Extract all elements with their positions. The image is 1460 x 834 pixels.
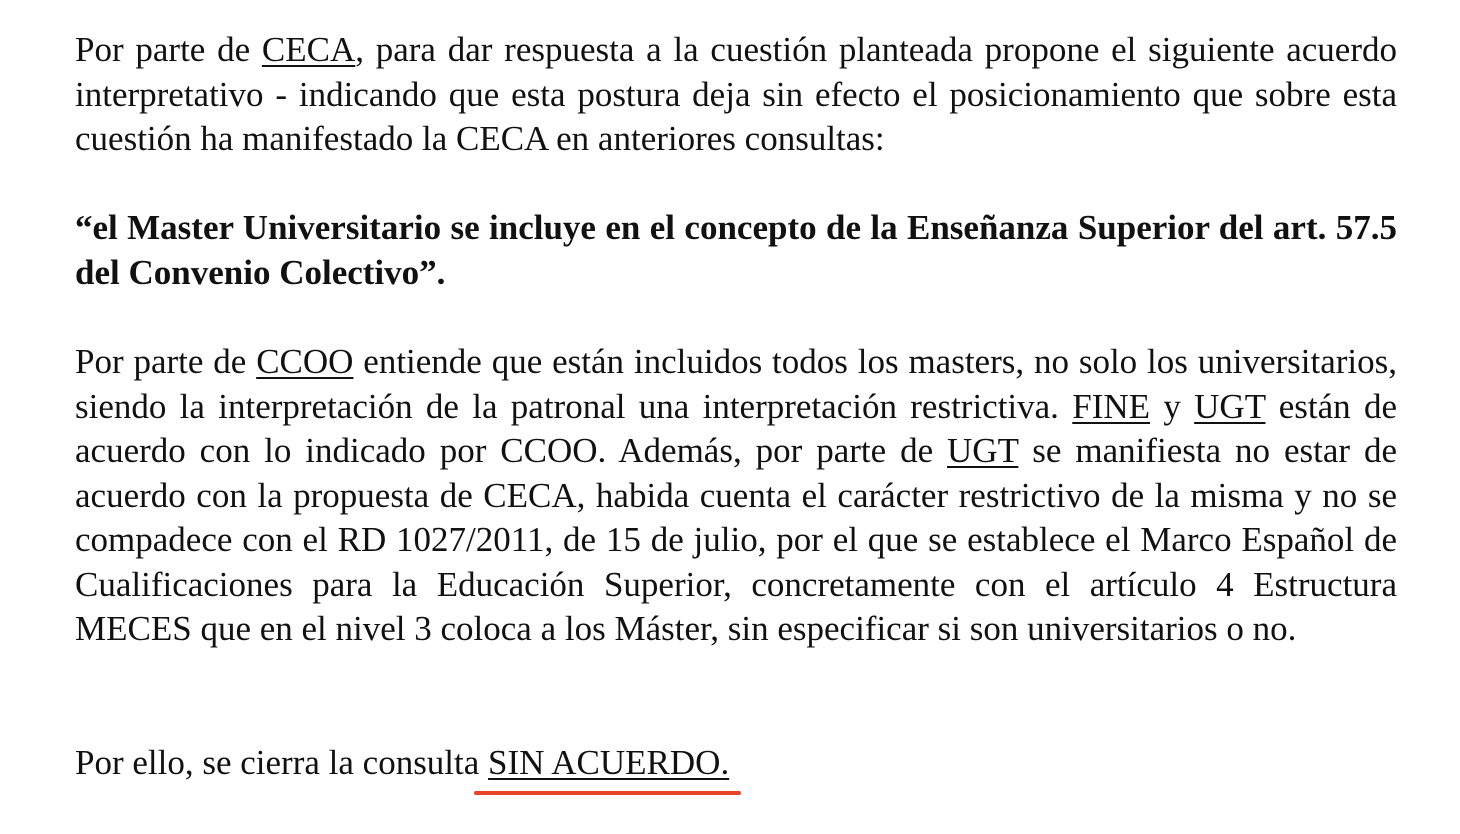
paragraph-unions-position — [75, 340, 1397, 652]
entity-ugt: UGT — [947, 431, 1019, 470]
text-segment: y — [1150, 386, 1195, 426]
text-segment: se manifiesta no estar de acuerdo con la propuesta de CECA, habida cuenta el carácter restrictivo de la misma y no se compadece con el RD 1027/2011, de 15 de julio, por el que se establece el Marco Español de Cualificaciones para la Educación Superior, concretamente con el artículo 4 Estructura MECES que en el nivel 3 coloca a los Máster, sin especificar si son universitarios o no. — [75, 431, 1397, 648]
text-segment: Por ello, se cierra la consulta — [75, 743, 489, 782]
text-segment: entiende que están incluidos todos los masters, no solo los universitarios, siendo la interpretación de la patronal una interpretación restrictiva. — [75, 342, 1398, 426]
red-underline-mark — [474, 791, 741, 795]
entity-ccoo: CCOO — [256, 342, 354, 381]
quoted-agreement: “el Master Universitario se incluye en el concepto de la Enseñanza Superior del art. 57.5 del Convenio Colectivo”. — [75, 208, 1397, 292]
text-segment: . — [720, 743, 730, 782]
entity-fine: FINE — [1072, 386, 1151, 426]
entity-ugt: UGT — [1194, 386, 1266, 426]
text-segment: , para dar respuesta a la cuestión planteada propone el siguiente acuerdo interpretativo - indicando que esta postura deja sin efecto el posicionamiento que sobre esta cuestión ha manifestado la CECA en anteriores consultas: — [75, 30, 1397, 158]
verdict-text: SIN ACUERDO — [488, 743, 721, 782]
text-segment: Por parte de — [75, 342, 257, 381]
verdict-highlight — [488, 741, 729, 786]
entity-ceca: CECA — [261, 30, 356, 69]
text-segment: están de acuerdo con lo indicado por CCOO. Además, por parte de — [75, 386, 1398, 470]
paragraph-ceca-proposal — [75, 28, 1397, 162]
text-segment: Por parte de — [75, 30, 262, 69]
paragraph-conclusion — [75, 741, 1397, 786]
